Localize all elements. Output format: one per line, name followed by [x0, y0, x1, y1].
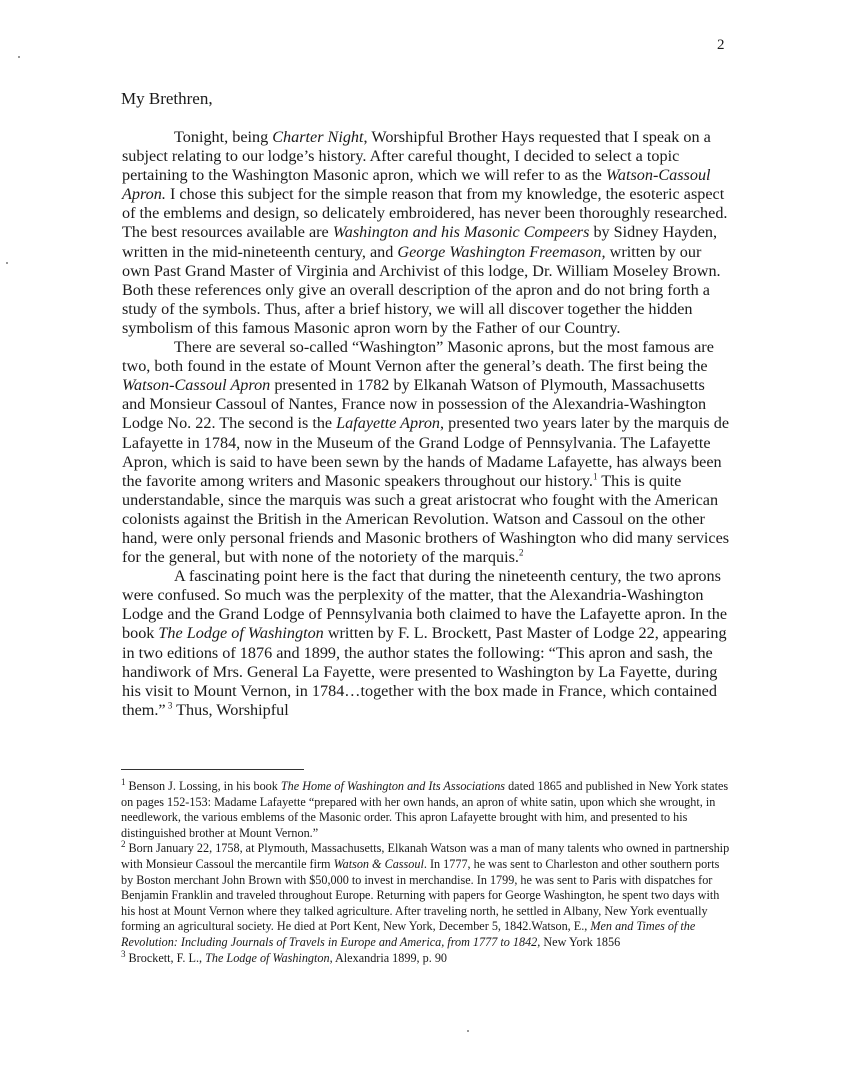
- body-paragraph: [122, 338, 732, 567]
- scan-speck: [467, 1030, 469, 1032]
- text-run: There are several so-called “Washington” Masonic aprons, but the most famous are two, both found in the estate of Mount Vernon after the general’s death. The first being the: [122, 338, 714, 376]
- footnote-marker: 1: [121, 776, 126, 787]
- text-run: dated 1865 and published in New York states on pages 152-153: Madame Lafayette “prepared with her own hands, an apron of white satin, upon which she wrought, in needlework, the various emblems of the Masonic order. This apron Lafayette brought with him, and presented to his distinguished brother at Mount Vernon.”: [121, 779, 729, 840]
- text-run: , presented two years later by the marquis de Lafayette in 1784, now in the Museum of the Grand Lodge of Pennsylvania. The Lafayette Apron, which is said to have been sewn by the hands of Madame Lafayette, has always been the favorite among writers and Masonic speakers throughout our history.: [122, 414, 730, 490]
- footnote-marker: 2: [518, 547, 524, 558]
- italic-text: Washington and his Masonic Compeers: [332, 223, 590, 242]
- page-number: 2: [717, 37, 725, 53]
- text-run: , Worshipful Brother Hays requested that I speak on a subject relating to our lodge’s history. After careful thought, I decided to select a topic pertaining to the Washington Masonic apron, which we will refer to as the: [122, 128, 711, 185]
- text-run: I chose this subject for the simple reason that from my knowledge, the esoteric aspect of the emblems and design, so delicately embroidered, has never been thoroughly researched. The best resources available are: [122, 185, 728, 242]
- footnotes: [121, 776, 733, 966]
- italic-text: Men and Times of the Revolution: Including Journals of Travels in Europe and America, from 1777 to 1842,: [121, 919, 696, 949]
- salutation: My Brethren,: [121, 89, 213, 108]
- text-run: presented in 1782 by Elkanah Watson of Plymouth, Massachusetts and Monsieur Cassoul of Nantes, France now in possession of the Alexandria-Washington Lodge No. 22. The second is the: [122, 376, 707, 433]
- body-paragraph: [122, 128, 732, 338]
- italic-text: Charter Night: [272, 128, 364, 146]
- text-run: written by our own Past Grand Master of Virginia and Archivist of this lodge, Dr. William Moseley Brown. Both these references only give an overall description of the apron and do not bring forth a study of the symbols. Thus, after a brief history, we will all discover together the hidden symbolism of this famous Masonic apron worn by the Father of our Country.: [122, 242, 721, 337]
- text-run: by Sidney Hayden, written in the mid-nineteenth century, and: [122, 223, 718, 261]
- italic-text: George Washington Freemason,: [397, 242, 606, 261]
- footnote-marker: 3: [121, 948, 126, 959]
- footnote-marker: 1: [592, 471, 598, 482]
- italic-text: Watson-Cassoul Apron: [122, 376, 271, 395]
- italic-text: The Lodge of Washington: [205, 950, 330, 965]
- text-run: Thus, Worshipful: [172, 700, 289, 719]
- italic-text: Watson-Cassoul Apron.: [122, 166, 711, 204]
- italic-text: Lafayette Apron: [336, 414, 441, 433]
- body-paragraph: [122, 567, 732, 720]
- text-run: This is quite understandable, since the marquis was such a great aristocrat who fought with the American colonists against the British in the American Revolution. Watson and Cassoul on the other hand, were only personal friends and Masonic brothers of Washington who did many services for the general, but with none of the notoriety of the marquis.: [122, 471, 730, 567]
- text-run: written by F. L. Brockett, Past Master of Lodge 22, appearing in two editions of 1876 and 1899, the author states the following: “This apron and sash, the handiwork of Mrs. General La Fayette, were presented to Washington by La Fayette, during his visit to Mount Vernon, in 1784…together with the box made in France, which contained them.”: [122, 624, 727, 719]
- text-run: Born January 22, 1758, at Plymouth, Massachusetts, Elkanah Watson was a man of many talents who owned in partnership with Monsieur Cassoul the mercantile firm: [121, 841, 730, 871]
- text-run: , Alexandria 1899, p. 90: [329, 950, 448, 965]
- footnote-marker: 3: [165, 700, 173, 711]
- footnote: [121, 948, 733, 967]
- text-run: Benson J. Lossing, in his book: [125, 779, 281, 793]
- italic-text: Watson & Cassoul: [333, 856, 424, 871]
- body-text: [122, 128, 732, 720]
- footnote-rule: [121, 769, 304, 770]
- italic-text: The Home of Washington and Its Associations: [280, 779, 506, 793]
- footnote: [121, 776, 733, 841]
- text-run: . In 1777, he was sent to Charleston and other southern ports by Boston merchant John Brown with $50,000 to invest in merchandise. In 1799, he was sent to Paris with dispatches for Benjamin Franklin and traveled throughout Europe. Returning with papers for George Washington, he spent two days with his host at Mount Vernon where they talked agriculture. After traveling north, he settled in Albany, New York eventually forming an agricultural society. He died at Port Kent, New York, December 5, 1842.Watson, E.,: [121, 856, 720, 934]
- text-run: New York 1856: [540, 934, 621, 949]
- text-run: Tonight, being: [174, 128, 273, 146]
- footnote-marker: 2: [121, 839, 126, 850]
- text-run: A fascinating point here is the fact that during the nineteenth century, the two aprons were confused. So much was the perplexity of the matter, that the Alexandria-Washington Lodge and the Grand Lodge of Pennsylvania both claimed to have the Lafayette apron. In the book: [122, 567, 728, 643]
- scan-speck: [6, 262, 8, 264]
- italic-text: The Lodge of Washington: [158, 624, 324, 643]
- text-run: Brockett, F. L.,: [125, 950, 206, 965]
- scan-speck: [18, 56, 20, 58]
- footnote: [121, 841, 733, 950]
